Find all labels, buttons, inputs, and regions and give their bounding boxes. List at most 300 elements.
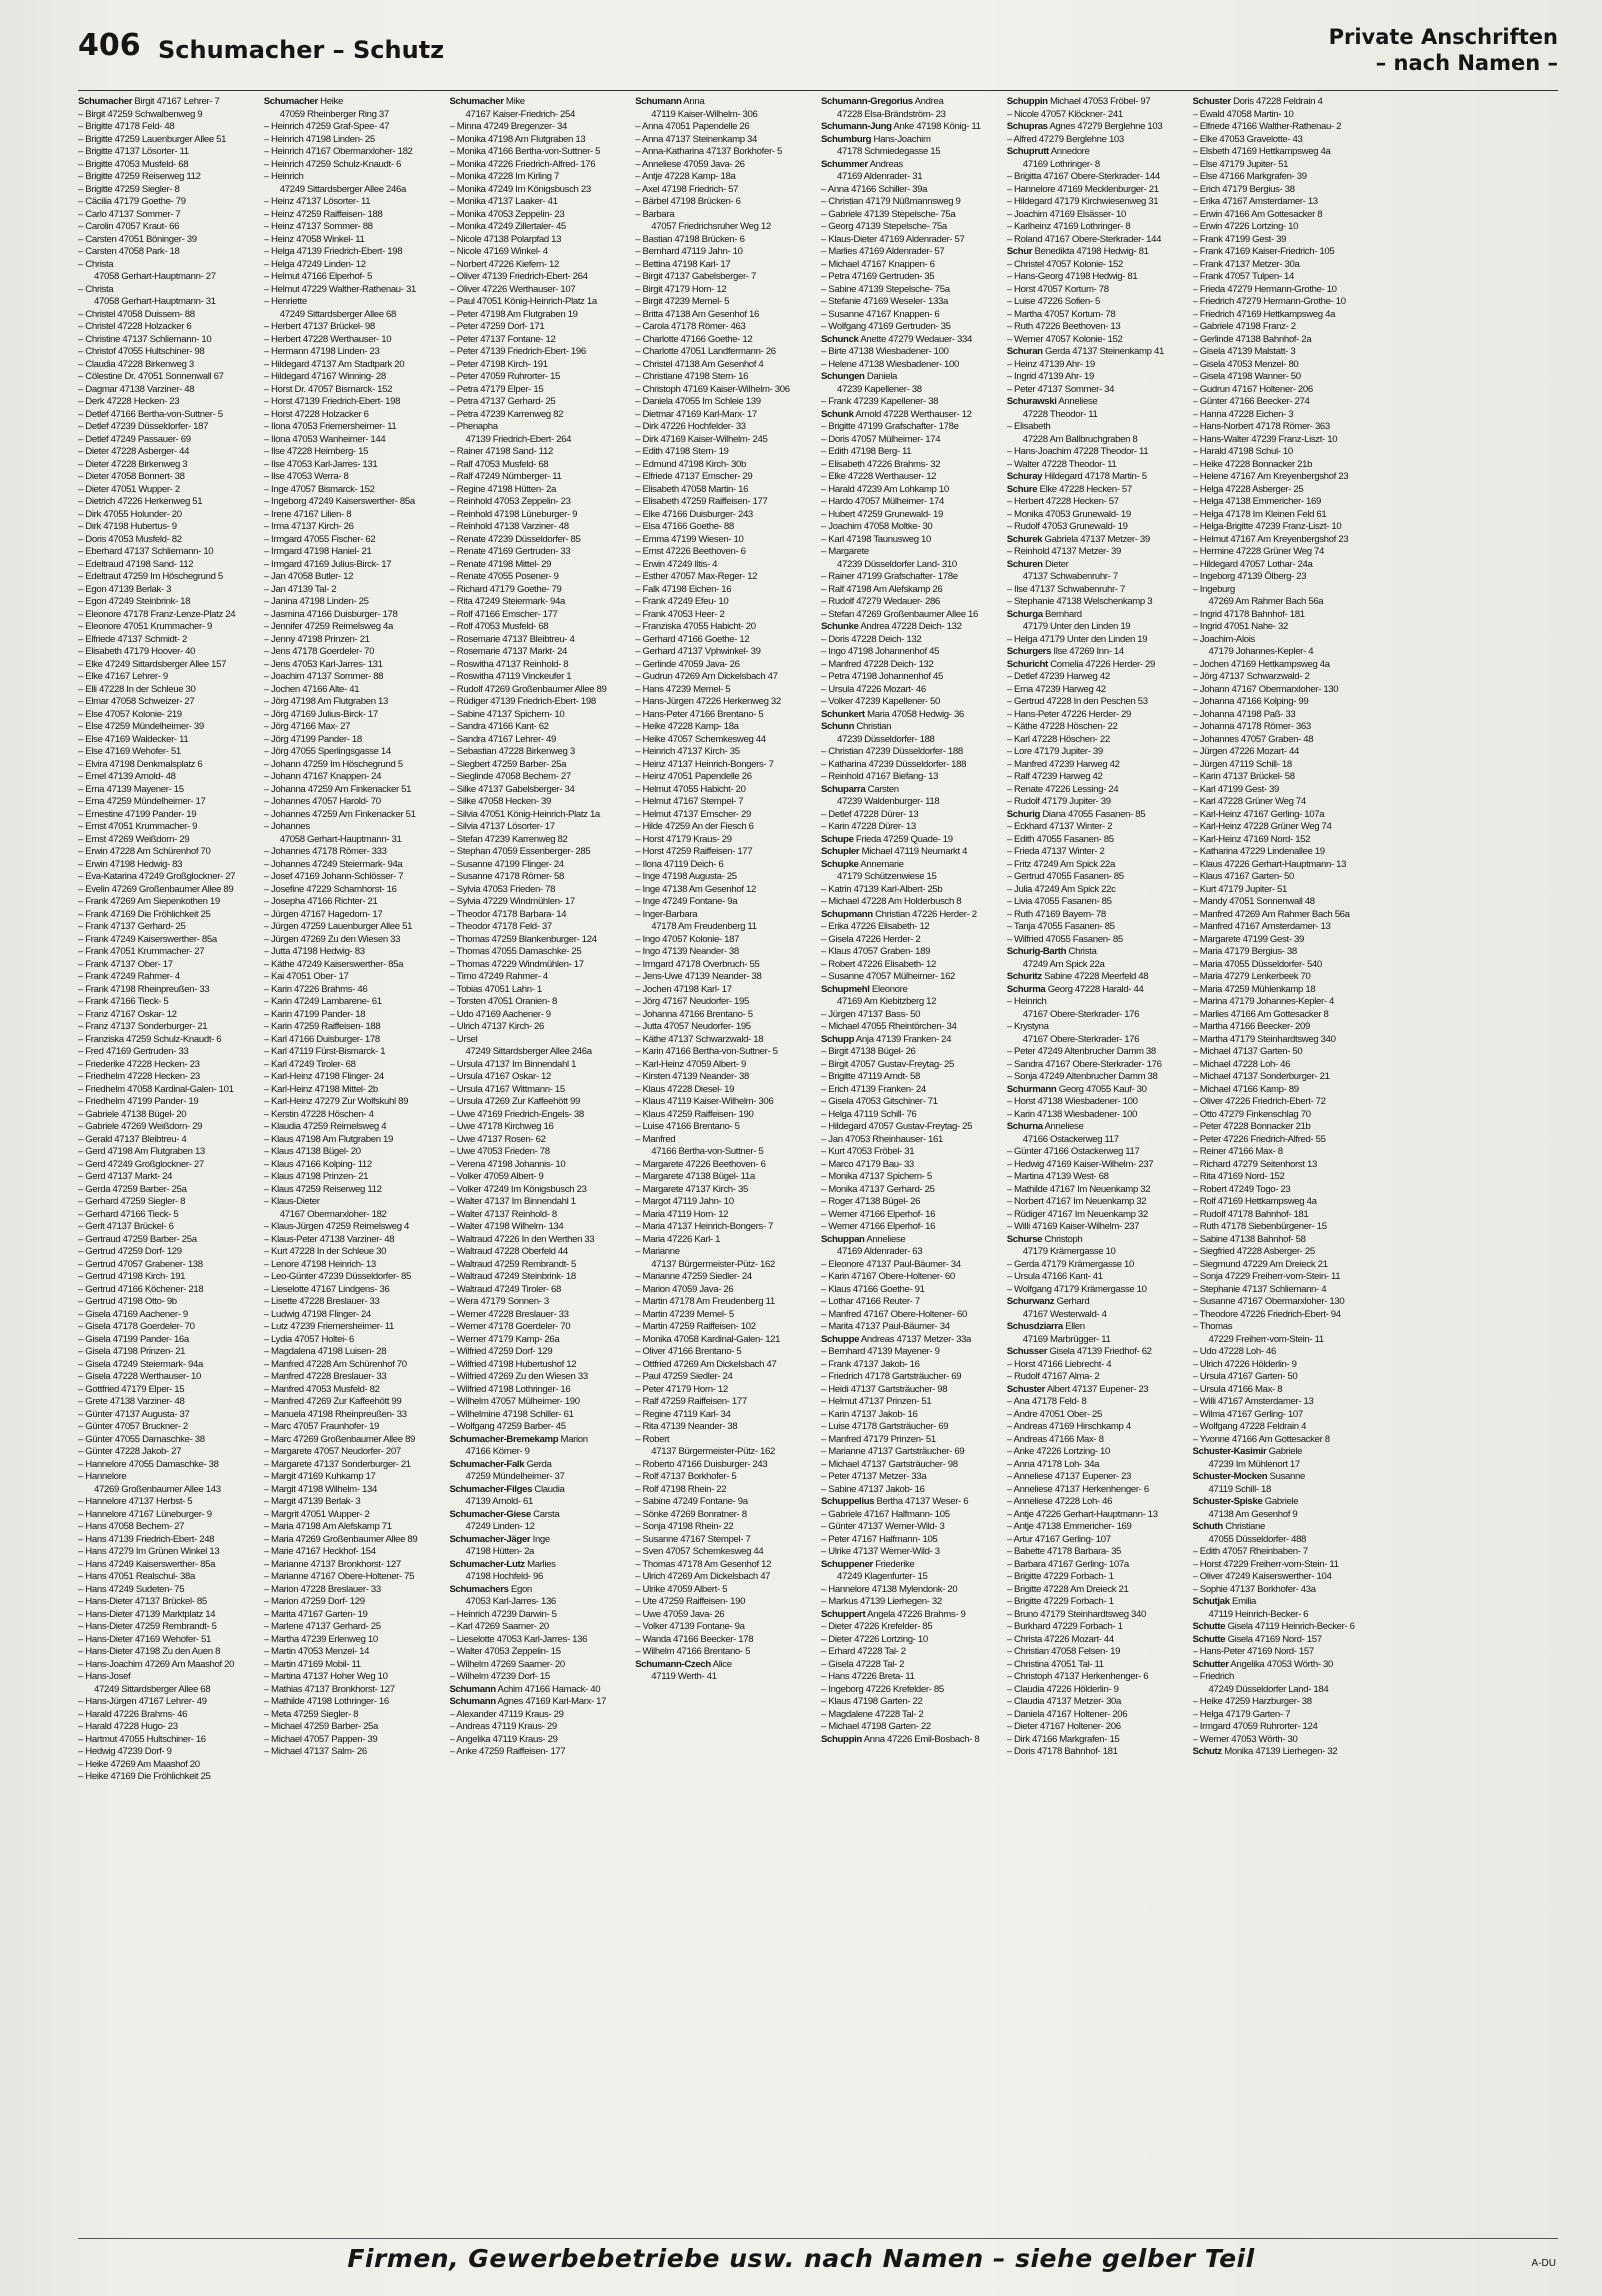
- entry-text: Andreas 47137 Metzer- 33a: [860, 1333, 972, 1345]
- entry-text: – Klaus-Dieter: [263, 1196, 320, 1207]
- entry-text: – Rüdiger 47139 Friedrich-Ebert- 198: [449, 696, 596, 707]
- listing-entry: [78, 134, 258, 147]
- entry-surname: Schurek: [1006, 533, 1043, 545]
- entry-text: Benedikta 47198 Hedwig- 81: [1034, 246, 1149, 257]
- entry-text: – Ruth 47178 Siebenbürgener- 15: [1192, 1221, 1327, 1232]
- entry-text: – Waltraud 47259 Rembrandt- 5: [449, 1258, 577, 1270]
- listing-column-4: [635, 96, 815, 2234]
- entry-text: – Wanda 47166 Beecker- 178: [635, 1633, 754, 1645]
- entry-text: – Rainer 47199 Grafschafter- 178e: [821, 571, 958, 582]
- entry-text: – Monika 47166 Bertha-von-Suttner- 5: [449, 146, 601, 157]
- entry-text: – Reinhold 47167 Biefang- 13: [821, 771, 939, 782]
- listing-entry: [1007, 259, 1187, 272]
- entry-text: – Hannelore 47138 Mylendonk- 20: [821, 1583, 958, 1595]
- listing-entry: [264, 1309, 444, 1322]
- entry-text: – Inge 47057 Bismarck- 152: [263, 483, 375, 495]
- listing-entry: [450, 1496, 630, 1509]
- entry-text: – Edeltraud 47198 Sand- 112: [78, 558, 194, 570]
- entry-text: – Sabine 47139 Stepelsche- 75a: [821, 283, 950, 295]
- listing-entry: [1007, 1409, 1187, 1422]
- entry-text: – Sonja 47249 Altenbrucher Damm 38: [1006, 1071, 1158, 1082]
- listing-entry: [635, 1021, 815, 1034]
- entry-text: – Egon 47249 Steinbrink- 18: [78, 596, 191, 607]
- listing-entry: [821, 834, 1001, 847]
- listing-entry: [821, 846, 1001, 859]
- listing-entry: [450, 771, 630, 784]
- entry-text: 47169 Lothringer- 8: [1022, 158, 1100, 170]
- listing-entry: [78, 734, 258, 747]
- listing-entry: [1007, 471, 1187, 484]
- listing-entry: [821, 1359, 1001, 1372]
- entry-text: – Michael 47137 Salm- 26: [263, 1746, 367, 1757]
- listing-entry: [635, 634, 815, 647]
- entry-text: 47119 Schill- 18: [1208, 1483, 1271, 1495]
- listing-entry: [1007, 1046, 1187, 1059]
- entry-text: – Oliver 47166 Brentano- 5: [635, 1346, 742, 1357]
- listing-entry: [821, 1446, 1001, 1459]
- entry-text: – Jörg 47167 Neudorfer- 195: [635, 996, 750, 1007]
- entry-text: – Günter 47055 Damaschke- 38: [78, 1433, 205, 1445]
- listing-entry: [635, 1296, 815, 1309]
- listing-entry: [450, 1559, 630, 1572]
- listing-entry: [821, 1696, 1001, 1709]
- entry-text: – Sebastian 47228 Birkenweg 3: [449, 746, 575, 757]
- listing-entry: [821, 959, 1001, 972]
- listing-entry: [264, 534, 444, 547]
- entry-text: – Jörg 47137 Schwarzwald- 2: [1192, 671, 1310, 682]
- listing-entry: [1007, 821, 1187, 834]
- listing-entry: [821, 1734, 1001, 1747]
- listing-entry: [1007, 1109, 1187, 1122]
- entry-text: – Peter 47226 Friedrich-Alfred- 55: [1192, 1133, 1326, 1145]
- listing-entry: [264, 1634, 444, 1647]
- listing-entry: [821, 271, 1001, 284]
- entry-text: – Karin 47137 Jakob- 16: [821, 1408, 918, 1420]
- listing-entry: [264, 1684, 444, 1697]
- listing-entry: [1007, 459, 1187, 472]
- listing-entry: [450, 984, 630, 997]
- entry-surname: Schuppin: [821, 1733, 862, 1745]
- listing-entry: [635, 146, 815, 159]
- entry-text: – Klaus-Dieter 47169 Aldenrader- 57: [821, 233, 965, 245]
- entry-text: – Helga-Brigitte 47239 Franz-Liszt- 10: [1192, 521, 1342, 532]
- listing-entry: [264, 1496, 444, 1509]
- listing-entry: [1007, 859, 1187, 872]
- listing-entry: [1007, 1084, 1187, 1097]
- entry-text: Hildegard 47178 Martin- 5: [1044, 471, 1147, 482]
- entry-surname: Schupmann: [821, 908, 873, 920]
- entry-text: – Klaus 47198 Garten- 22: [821, 1696, 923, 1707]
- entry-text: Maria 47058 Hedwig- 36: [867, 708, 964, 720]
- listing-entry: [1007, 546, 1187, 559]
- entry-surname: Schuster-Kasimir: [1192, 1446, 1267, 1457]
- entry-surname: Schutte: [1192, 1633, 1226, 1645]
- entry-text: – Helga 47228 Asberger- 25: [1192, 483, 1304, 495]
- entry-text: – Reinhold 47198 Lüneburger- 9: [449, 508, 578, 520]
- entry-text: – Margarete 47137 Sonderburger- 21: [263, 1458, 411, 1470]
- listing-entry: [78, 371, 258, 384]
- entry-text: – Walter 47137 Reinhold- 8: [449, 1208, 557, 1220]
- entry-text: – Waltraud 47228 Oberfeld 44: [449, 1246, 568, 1257]
- listing-columns: [78, 96, 1558, 2234]
- listing-entry: [635, 784, 815, 797]
- entry-text: – Frank 47239 Kapellener- 38: [821, 396, 939, 407]
- listing-entry: [821, 796, 1001, 809]
- listing-entry: [1193, 271, 1373, 284]
- listing-entry: [1007, 134, 1187, 147]
- entry-text: – Birgit 47239 Memel- 5: [635, 296, 730, 307]
- listing-entry: [635, 1509, 815, 1522]
- entry-text: – Rosemarie 47137 Bleibtreu- 4: [449, 633, 575, 645]
- entry-text: 47166 Bertha-von-Suttner- 5: [651, 1146, 764, 1157]
- listing-entry: [821, 1671, 1001, 1684]
- entry-text: – Jörg 47166 Max- 27: [263, 721, 351, 732]
- listing-entry: [78, 696, 258, 709]
- listing-entry: [78, 1346, 258, 1359]
- entry-text: Andrea: [914, 96, 944, 107]
- listing-entry: [450, 1546, 630, 1559]
- entry-text: – Elke 47249 Sittardsberger Allee 157: [78, 658, 227, 670]
- listing-entry: [1193, 246, 1373, 259]
- listing-entry: [1007, 409, 1187, 422]
- listing-entry: [264, 159, 444, 172]
- entry-text: – Monika 47249 Im Königsbusch 23: [449, 183, 591, 195]
- listing-entry: [821, 1421, 1001, 1434]
- entry-text: – Wilfried 47198 Hubertushof 12: [449, 1358, 577, 1370]
- listing-entry: [1193, 1109, 1373, 1122]
- listing-entry: [264, 109, 444, 122]
- listing-entry: [1007, 1609, 1187, 1622]
- listing-entry: [78, 1596, 258, 1609]
- entry-text: – Else 47166 Markgrafen- 39: [1192, 171, 1307, 182]
- entry-text: – Marianne 47137 Bronkhorst- 127: [263, 1558, 401, 1570]
- entry-text: – Peter 47198 Kirch- 191: [449, 358, 548, 370]
- entry-text: – Gabriele 47198 Franz- 2: [1192, 321, 1296, 332]
- entry-text: – Wilfried 47269 Zu den Wiesen 33: [449, 1371, 588, 1382]
- listing-entry: [1007, 1271, 1187, 1284]
- entry-text: 47179 Unter den Linden 19: [1022, 621, 1131, 632]
- entry-text: – Ursel: [449, 1033, 478, 1045]
- listing-entry: [821, 1521, 1001, 1534]
- listing-entry: [264, 1584, 444, 1597]
- entry-text: – Klaus 47259 Reiserweg 112: [263, 1183, 382, 1195]
- listing-entry: [1193, 596, 1373, 609]
- entry-text: – Ingrid 47051 Nahe- 32: [1192, 621, 1288, 632]
- listing-entry: [821, 496, 1001, 509]
- entry-text: – Frank 47053 Heer- 2: [635, 608, 725, 620]
- listing-entry: [635, 546, 815, 559]
- listing-entry: [635, 1046, 815, 1059]
- entry-text: – Gudrun 47167 Holtener- 206: [1192, 383, 1313, 395]
- listing-entry: [635, 1271, 815, 1284]
- entry-text: – Manfred 47167 Amsterdamer- 13: [1192, 921, 1331, 932]
- entry-text: – Alexander 47119 Kraus- 29: [449, 1708, 564, 1720]
- entry-text: – Peter 47249 Altenbrucher Damm 38: [1006, 1046, 1156, 1057]
- listing-entry: [78, 546, 258, 559]
- entry-text: – Gertrud 47228 In den Peschen 53: [1006, 696, 1148, 707]
- entry-text: – Franz 47137 Sonderburger- 21: [78, 1021, 208, 1032]
- listing-entry: [1007, 1171, 1187, 1184]
- listing-entry: [78, 921, 258, 934]
- listing-entry: [78, 1321, 258, 1334]
- listing-entry: [264, 1184, 444, 1197]
- entry-text: – Hans-Dieter 47139 Marktplatz 14: [78, 1608, 216, 1620]
- entry-text: – Margit 47139 Berlak- 3: [263, 1496, 361, 1507]
- entry-text: – Bruno 47179 Steinhardtsweg 340: [1006, 1608, 1146, 1620]
- entry-surname: Schumacher: [78, 96, 133, 107]
- listing-entry: [1193, 96, 1373, 109]
- listing-entry: [635, 496, 815, 509]
- entry-text: – Gerd 47198 Am Flutgraben 13: [78, 1146, 205, 1157]
- listing-entry: [635, 1196, 815, 1209]
- listing-entry: [264, 846, 444, 859]
- listing-entry: [450, 759, 630, 772]
- entry-text: Andreas: [869, 158, 903, 170]
- listing-entry: [450, 346, 630, 359]
- entry-text: – Karl 47166 Duisburger- 178: [263, 1033, 380, 1045]
- listing-entry: [264, 1321, 444, 1334]
- entry-surname: Schuray: [1006, 471, 1043, 482]
- entry-text: – Marc 47057 Fraunhofer- 19: [263, 1421, 380, 1432]
- listing-entry: [1193, 396, 1373, 409]
- listing-entry: [264, 1484, 444, 1497]
- listing-entry: [821, 1221, 1001, 1234]
- entry-text: – Ilse 47137 Schwabenruhr- 7: [1006, 583, 1125, 595]
- entry-text: Georg 47055 Kauf- 30: [1058, 1083, 1147, 1095]
- entry-text: – Frank 47137 Gerhard- 25: [78, 921, 186, 932]
- listing-entry: [1007, 1359, 1187, 1372]
- listing-entry: [450, 721, 630, 734]
- entry-text: – Ernestine 47199 Pander- 19: [78, 808, 197, 820]
- entry-text: – Heinrich 47259 Schulz-Knaudt- 6: [263, 158, 401, 170]
- listing-entry: [78, 1034, 258, 1047]
- listing-entry: [635, 459, 815, 472]
- entry-text: – Uwe 47178 Kirchweg 16: [449, 1121, 554, 1132]
- listing-entry: [821, 1484, 1001, 1497]
- entry-text: – Irmgard 47059 Ruhrorter- 124: [1192, 1721, 1318, 1732]
- entry-text: – Jürgen 47269 Zu den Wiesen 33: [263, 933, 401, 945]
- listing-entry: [821, 1396, 1001, 1409]
- entry-text: – Helene 47138 Wiesbadener- 100: [821, 358, 959, 370]
- listing-entry: [78, 471, 258, 484]
- entry-text: 47119 Heinrich-Becker- 6: [1208, 1608, 1309, 1620]
- listing-entry: [450, 309, 630, 322]
- listing-entry: [1007, 1521, 1187, 1534]
- listing-entry: [264, 1059, 444, 1072]
- listing-entry: [78, 1046, 258, 1059]
- entry-text: Eleonore: [871, 983, 908, 995]
- entry-text: – Doris 47228 Deich- 132: [821, 633, 922, 645]
- listing-entry: [264, 859, 444, 872]
- entry-text: – Martina 47137 Hoher Weg 10: [263, 1671, 388, 1682]
- entry-text: – Antje 47228 Kamp- 18a: [635, 171, 736, 182]
- listing-entry: [635, 234, 815, 247]
- listing-entry: [1007, 309, 1187, 322]
- entry-text: – Klaus 47166 Goethe- 91: [821, 1283, 925, 1295]
- listing-entry: [821, 1459, 1001, 1472]
- listing-entry: [1193, 1359, 1373, 1372]
- entry-text: – Gisela 47199 Pander- 16a: [78, 1333, 189, 1345]
- listing-entry: [635, 1396, 815, 1409]
- entry-text: – Waltraud 47249 Tiroler- 68: [449, 1283, 561, 1295]
- listing-entry: [635, 796, 815, 809]
- entry-text: – Karin 47228 Dürer- 13: [821, 821, 916, 832]
- listing-entry: [1007, 1371, 1187, 1384]
- listing-entry: [821, 546, 1001, 559]
- listing-entry: [450, 1534, 630, 1547]
- entry-text: – Edith 47198 Stern- 19: [635, 446, 729, 457]
- listing-entry: [821, 1509, 1001, 1522]
- listing-entry: [78, 1546, 258, 1559]
- listing-entry: [450, 696, 630, 709]
- listing-entry: [821, 96, 1001, 109]
- listing-entry: [78, 596, 258, 609]
- listing-entry: [1007, 746, 1187, 759]
- entry-text: – Frieda 47279 Hermann-Grothe- 10: [1192, 283, 1337, 295]
- listing-column-6: [1007, 96, 1187, 2234]
- listing-entry: [1007, 1621, 1187, 1634]
- listing-entry: [78, 1746, 258, 1759]
- listing-entry: [1193, 1471, 1373, 1484]
- entry-text: Gisela 47119 Heinrich-Becker- 6: [1227, 1621, 1355, 1632]
- entry-text: – Jennifer 47259 Reimelsweg 4a: [263, 621, 393, 632]
- entry-text: – Wilfried 47055 Fasanen- 85: [1006, 933, 1123, 945]
- entry-text: – Monika 47198 Am Flutgraben 13: [449, 133, 586, 145]
- listing-entry: [264, 1196, 444, 1209]
- listing-entry: [450, 971, 630, 984]
- entry-text: – Wilfried 47198 Lothringer- 16: [449, 1383, 571, 1395]
- listing-entry: [1007, 1746, 1187, 1759]
- entry-text: – Werner 47166 Elperhof- 16: [821, 1208, 936, 1220]
- listing-entry: [821, 1184, 1001, 1197]
- listing-entry: [78, 1246, 258, 1259]
- entry-text: – Wilhelm 47057 Mülheimer- 190: [449, 1396, 580, 1407]
- entry-text: Daniela: [866, 371, 897, 382]
- listing-entry: [635, 421, 815, 434]
- listing-entry: [78, 321, 258, 334]
- listing-entry: [78, 559, 258, 572]
- entry-text: 47058 Gerhart-Hauptmann- 27: [94, 271, 216, 282]
- listing-entry: [450, 1659, 630, 1672]
- listing-entry: [78, 1471, 258, 1484]
- listing-entry: [635, 821, 815, 834]
- listing-entry: [450, 159, 630, 172]
- entry-text: – Harald 47239 Am Lohkamp 10: [821, 483, 949, 495]
- entry-text: – Ottfried 47269 Am Dickelsbach 47: [635, 1358, 777, 1370]
- listing-entry: [635, 1434, 815, 1447]
- listing-entry: [1193, 459, 1373, 472]
- listing-entry: [635, 1109, 815, 1122]
- listing-entry: [635, 259, 815, 272]
- entry-text: Anke 47198 König- 11: [893, 121, 981, 132]
- listing-entry: [78, 634, 258, 647]
- entry-text: 47058 Gerhart-Hauptmann- 31: [279, 833, 402, 845]
- entry-text: – Monika 47137 Laaker- 41: [449, 196, 558, 207]
- entry-text: – Andreas 47119 Kraus- 29: [449, 1721, 557, 1732]
- entry-text: – Helene 47167 Am Kreyenbergshof 23: [1192, 471, 1349, 482]
- listing-entry: [635, 121, 815, 134]
- listing-entry: [78, 1371, 258, 1384]
- listing-entry: [821, 209, 1001, 222]
- listing-entry: [635, 1671, 815, 1684]
- listing-entry: [264, 721, 444, 734]
- listing-entry: [1193, 1271, 1373, 1284]
- entry-text: – Reinhold 47053 Zeppelin- 23: [449, 496, 571, 507]
- entry-text: – Heinrich 47259 Graf-Spee- 47: [263, 121, 390, 132]
- entry-text: – Irma 47137 Kirch- 26: [263, 521, 354, 532]
- entry-text: – Maria 47179 Bergius- 38: [1192, 946, 1297, 957]
- listing-entry: [635, 1184, 815, 1197]
- entry-surname: Schurse: [1006, 1233, 1043, 1245]
- entry-text: – Jürgen 47167 Hagedorn- 17: [263, 908, 383, 920]
- entry-text: Agnes 47169 Karl-Marx- 17: [497, 1696, 607, 1707]
- entry-text: – Anneliese 47228 Loh- 46: [1006, 1496, 1113, 1507]
- entry-text: – Hans-Jürgen 47226 Herkenweg 32: [635, 696, 781, 707]
- entry-text: – Gisela 47053 Menzel- 80: [1192, 358, 1299, 370]
- entry-text: – Karl 47269 Saarner- 20: [449, 1621, 549, 1632]
- entry-text: – Sophie 47137 Borkhofer- 43a: [1192, 1583, 1316, 1595]
- listing-entry: [635, 1209, 815, 1222]
- entry-surname: Schumann-Gregorius: [821, 96, 913, 107]
- entry-text: – Hans-Joachim 47228 Theodor- 11: [1006, 446, 1149, 457]
- entry-text: – Dirk 47166 Markgrafen- 15: [1006, 1733, 1120, 1745]
- listing-entry: [635, 396, 815, 409]
- listing-entry: [1193, 1659, 1373, 1672]
- entry-text: – Herbert 47137 Brückel- 98: [263, 321, 375, 332]
- entry-text: – Jan 47139 Tal- 2: [263, 583, 337, 595]
- listing-entry: [78, 1159, 258, 1172]
- listing-entry: [450, 496, 630, 509]
- entry-text: – Silvia 47137 Lösorter- 17: [449, 821, 555, 832]
- listing-entry: [1193, 771, 1373, 784]
- entry-surname: Schumacher: [263, 96, 318, 107]
- entry-text: – Rolf 47198 Rhein- 22: [635, 1483, 727, 1495]
- entry-text: – Hermine 47228 Grüner Weg 74: [1192, 546, 1325, 557]
- entry-text: – Brigitte 47259 Lauenburger Allee 51: [78, 133, 227, 145]
- listing-entry: [450, 1021, 630, 1034]
- listing-entry: [1007, 1559, 1187, 1572]
- listing-entry: [78, 584, 258, 597]
- entry-text: – Klaus 47198 Am Flutgraben 19: [263, 1133, 393, 1145]
- listing-entry: [635, 1096, 815, 1109]
- listing-entry: [635, 1546, 815, 1559]
- entry-text: – Marita 47137 Paul-Bäumer- 34: [821, 1321, 950, 1332]
- listing-entry: [264, 521, 444, 534]
- entry-surname: Schuppelius: [821, 1496, 875, 1507]
- entry-text: – Uwe 47137 Rosen- 62: [449, 1133, 546, 1145]
- listing-entry: [1007, 484, 1187, 497]
- entry-text: Alice: [712, 1658, 732, 1670]
- entry-text: – Rüdiger 47167 Im Neuenkamp 32: [1006, 1208, 1148, 1220]
- entry-text: 47239 Waldenburger- 118: [837, 796, 940, 807]
- entry-text: – Rita 47139 Neander- 38: [635, 1421, 738, 1432]
- listing-entry: [264, 784, 444, 797]
- listing-entry: [635, 1634, 815, 1647]
- entry-text: – Josepha 47166 Richter- 21: [263, 896, 378, 907]
- listing-entry: [1193, 1034, 1373, 1047]
- listing-entry: [1007, 571, 1187, 584]
- entry-text: Anneliese: [1058, 396, 1098, 407]
- entry-text: – Grete 47138 Varziner- 48: [78, 1396, 185, 1407]
- listing-entry: [1007, 234, 1187, 247]
- entry-text: – Josef 47169 Johann-Schlösser- 7: [263, 871, 404, 882]
- listing-entry: [1007, 584, 1187, 597]
- listing-entry: [450, 1434, 630, 1447]
- listing-entry: [450, 109, 630, 122]
- entry-text: – Lieselotte 47053 Karl-Jarres- 136: [449, 1633, 588, 1645]
- entry-text: – Heike 47057 Schemkesweg 44: [635, 733, 766, 745]
- entry-text: – Käthe 47228 Höschen- 22: [1006, 721, 1118, 732]
